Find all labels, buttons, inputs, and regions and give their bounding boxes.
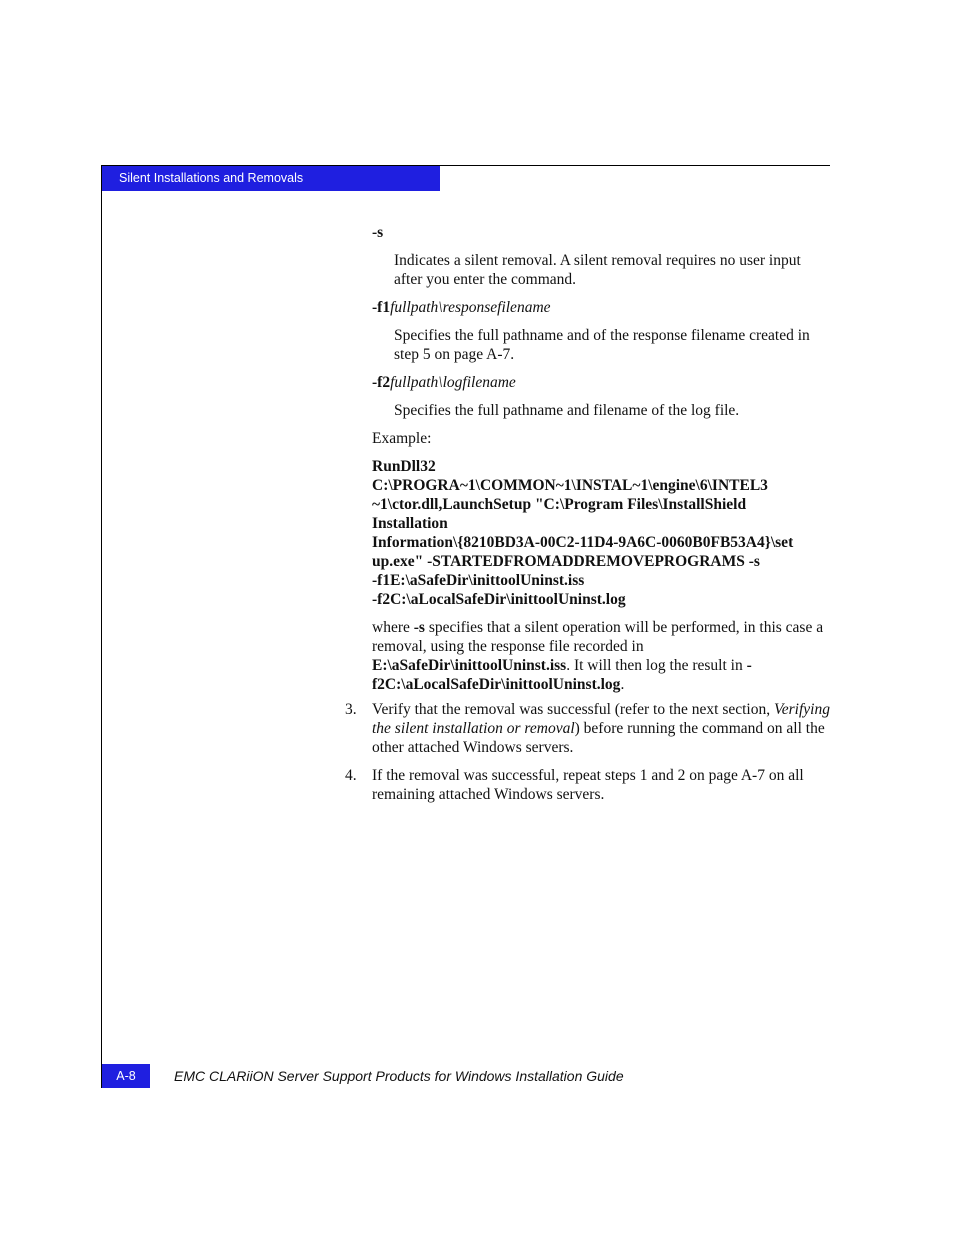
option-s: -s [372,224,384,241]
book-title: EMC CLARiiON Server Support Products for Windows Installation Guide [174,1068,624,1084]
step-list [345,700,835,813]
step-number: 4. [345,767,357,784]
where-explanation: where -s specifies that a silent operation will be performed, in this case a removal, using the response file recorded in E:\aSafeDir\inittoolUninst.iss. It will then log the result in -f2C:\aLocalSafeDir\inittoolUninst.log. [372,619,824,693]
option-f1: -f1fullpath\responsefilename [372,299,551,316]
page-number: A-8 [102,1064,150,1088]
code-line: Installation [372,515,448,532]
code-line: -f1E:\aSafeDir\inittoolUninst.iss [372,572,585,589]
cross-reference: Verifying the silent installation or removal [372,701,830,737]
main-content [372,223,832,703]
step-number: 3. [345,701,357,718]
code-line: -f2C:\aLocalSafeDir\inittoolUninst.log [372,591,626,608]
step-text: Verify that the removal was successful (refer to the next section, Verifying the silent installation or removal) before running the command on all the other attached Windows servers. [372,701,830,756]
step-text: If the removal was successful, repeat steps 1 and 2 on page A-7 on all remaining attached Windows servers. [372,767,804,803]
example-command [372,457,832,609]
option-f2: -f2fullpath\logfilename [372,374,516,391]
code-line: ~1\ctor.dll,LaunchSetup "C:\Program Files\InstallShield [372,496,747,513]
margin-rule [101,165,102,1088]
option-s-description: Indicates a silent removal. A silent removal requires no user input after you enter the command. [394,252,801,288]
code-line: up.exe" -STARTEDFROMADDREMOVEPROGRAMS -s [372,553,760,570]
code-line: RunDll32 [372,458,436,475]
code-line: C:\PROGRA~1\COMMON~1\INSTAL~1\engine\6\INTEL3 [372,477,768,494]
step-item [345,700,835,757]
option-f2-description: Specifies the full pathname and filename of the log file. [394,402,740,419]
option-f1-description: Specifies the full pathname and of the response filename created in step 5 on page A-7. [394,327,810,363]
code-line: Information\{8210BD3A-00C2-11D4-9A6C-0060B0FB53A4}\set [372,534,794,551]
example-label: Example: [372,430,432,447]
step-item [345,766,835,804]
section-header: Silent Installations and Removals [102,166,440,191]
